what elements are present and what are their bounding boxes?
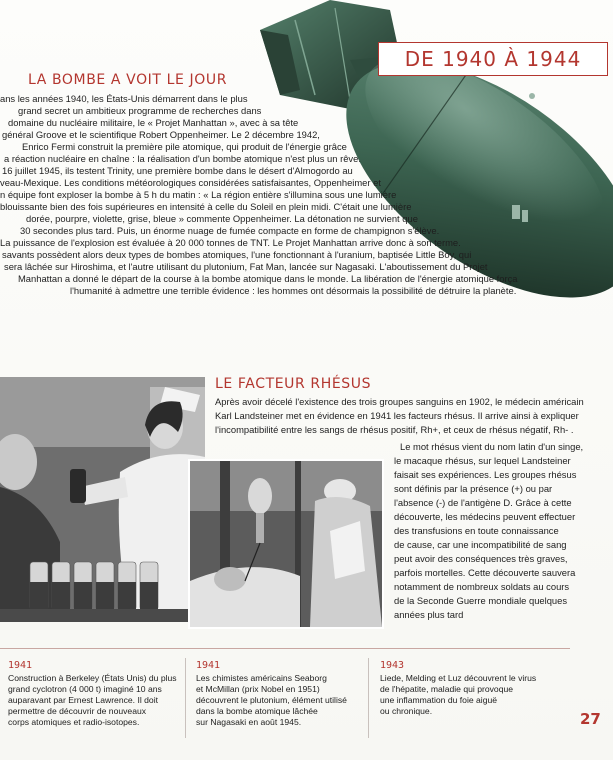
timeline-text: Liede, Melding et Luz découvrent le virus (380, 673, 537, 683)
text-line: 16 juillet 1945, ils testent Trinity, une première bombe dans le désert d'Almogordo au (2, 165, 353, 176)
text-line: a réaction nucléaire en chaîne : la réalisation d'un bombe atomique n'est plus un rêve. (4, 153, 361, 164)
timeline-divider (368, 658, 369, 738)
timeline-text: permettre de découvrir de nouveaux (8, 706, 147, 716)
text-line: de cause, car une incompatibilité de sang (394, 539, 567, 550)
text-line: faisait ses expériences. Les groupes rhésus (394, 469, 577, 480)
text-line: grand secret un ambitieux programme de recherches dans (18, 105, 262, 116)
timeline-year: 1941 (196, 660, 221, 671)
timeline-text: corps atomiques et radio-isotopes. (8, 717, 140, 727)
text-line: Enrico Fermi construit la première pile atomique, qui produit de l'énergie grâce (22, 141, 347, 152)
timeline-text: sur Nagasaki en août 1945. (196, 717, 302, 727)
text-line: La puissance de l'explosion est évaluée à 20 000 tonnes de TNT. Le Projet Manhattan arrive donc à son terme. (0, 237, 461, 248)
text-line: de la Seconde Guerre mondiale quelques (394, 595, 568, 606)
timeline-year: 1943 (380, 660, 405, 671)
text-line: savants possèdent alors deux types de bombes atomiques, l'une fonctionnant à l'uranium, baptisée Little Boy, qui (2, 249, 472, 260)
text-line: Le mot rhésus vient du nom latin d'un singe, (400, 441, 584, 452)
text-line: sera lâchée sur Hiroshima, et l'autre utilisant du plutonium, Fat Man, lancée sur Nagasaki. L'aboutissement du Projet (4, 261, 488, 272)
text-line: notamment de nombreux soldats au cours (394, 581, 570, 592)
text-line: n équipe font exploser la bombe à 5 h du matin : « La région entière s'illumina sous une lumière (0, 189, 397, 200)
timeline-divider (185, 658, 186, 738)
text-line: 30 secondes plus tard. Puis, un énorme nuage de fumée compacte en forme de champignon s'élève. (20, 225, 440, 236)
text-line: années plus tard (394, 609, 464, 620)
text-line: général Groove et le scientifique Robert Oppenheimer. Le 2 décembre 1942, (2, 129, 320, 140)
timeline-text: de l'hépatite, maladie qui provoque (380, 684, 514, 694)
text-line: peut avoir des conséquences très graves, (394, 553, 568, 564)
text-line: Manhattan a donné le départ de la course à la bombe atomique dans le monde. La libération de l'énergie atomique força (18, 273, 518, 284)
timeline-text: dans la bombe atomique lâchée (196, 706, 318, 716)
timeline-text: Les chimistes américains Seaborg (196, 673, 327, 683)
timeline-text: grand cyclotron (4 000 t) imaginé 10 ans (8, 684, 162, 694)
text-line: dorée, pourpre, violette, grise, bleue » commente Oppenheimer. La détonation ne survient que (26, 213, 418, 224)
text-line: l'absence (-) de l'antigène D. Grâce à cette (394, 497, 572, 508)
text-line: blouissante bien des fois supérieures en intensité à celle du Soleil en plein midi. C'était une lumière (0, 201, 412, 212)
timeline-year: 1941 (8, 660, 33, 671)
text-line: sont définis par la présence (+) ou par (394, 483, 553, 494)
timeline-text: Construction à Berkeley (États Unis) du plus (8, 673, 177, 683)
text-line: ans les années 1940, les États-Unis démarrent dans le plus (0, 93, 248, 104)
text-line: l'incompatibilité entre les sangs de rhésus positif, Rh+, et ceux de rhésus négatif, Rh- . (215, 424, 574, 435)
text-line: le macaque rhésus, sur lequel Landsteiner (394, 455, 571, 466)
text-line: veau-Mexique. Les conditions météorologiques considérées satisfaisantes, Oppenheimer et (0, 177, 381, 188)
timeline-text: une inflammation du foie aiguë (380, 695, 498, 705)
page-number: 27 (580, 710, 601, 728)
text-line: l'humanité à admettre une terrible évidence : les hommes ont désormais la possibilité de détruire la planète. (70, 285, 517, 296)
era-title: DE 1940 À 1944 (404, 47, 582, 71)
section-title-rhesus: LE FACTEUR RHÉSUS (215, 376, 372, 392)
section-title-bombe: LA BOMBE A VOIT LE JOUR (28, 72, 228, 88)
text-line: domaine du nucléaire militaire, le « Projet Manhattan », avec à sa tête (8, 117, 299, 128)
timeline-text: auparavant par Ernest Lawrence. Il doit (8, 695, 159, 705)
timeline-rule (0, 648, 570, 649)
text-line: découverte, les médecins peuvent effectuer (394, 511, 576, 522)
timeline-text: découvrent le plutonium, élément utilisé (196, 695, 347, 705)
text-line: Karl Landsteiner met en évidence en 1941 les facteurs rhésus. Il arrive ainsi à expliquer (215, 410, 579, 421)
timeline-text: ou chronique. (380, 706, 433, 716)
timeline-text: et McMillan (prix Nobel en 1951) (196, 684, 320, 694)
text-line: des transfusions en toute connaissance (394, 525, 559, 536)
text-line: Après avoir décelé l'existence des trois groupes sanguins en 1902, le médecin américain (215, 396, 584, 407)
text-line: parfois mortelles. Cette découverte sauvera (394, 567, 576, 578)
